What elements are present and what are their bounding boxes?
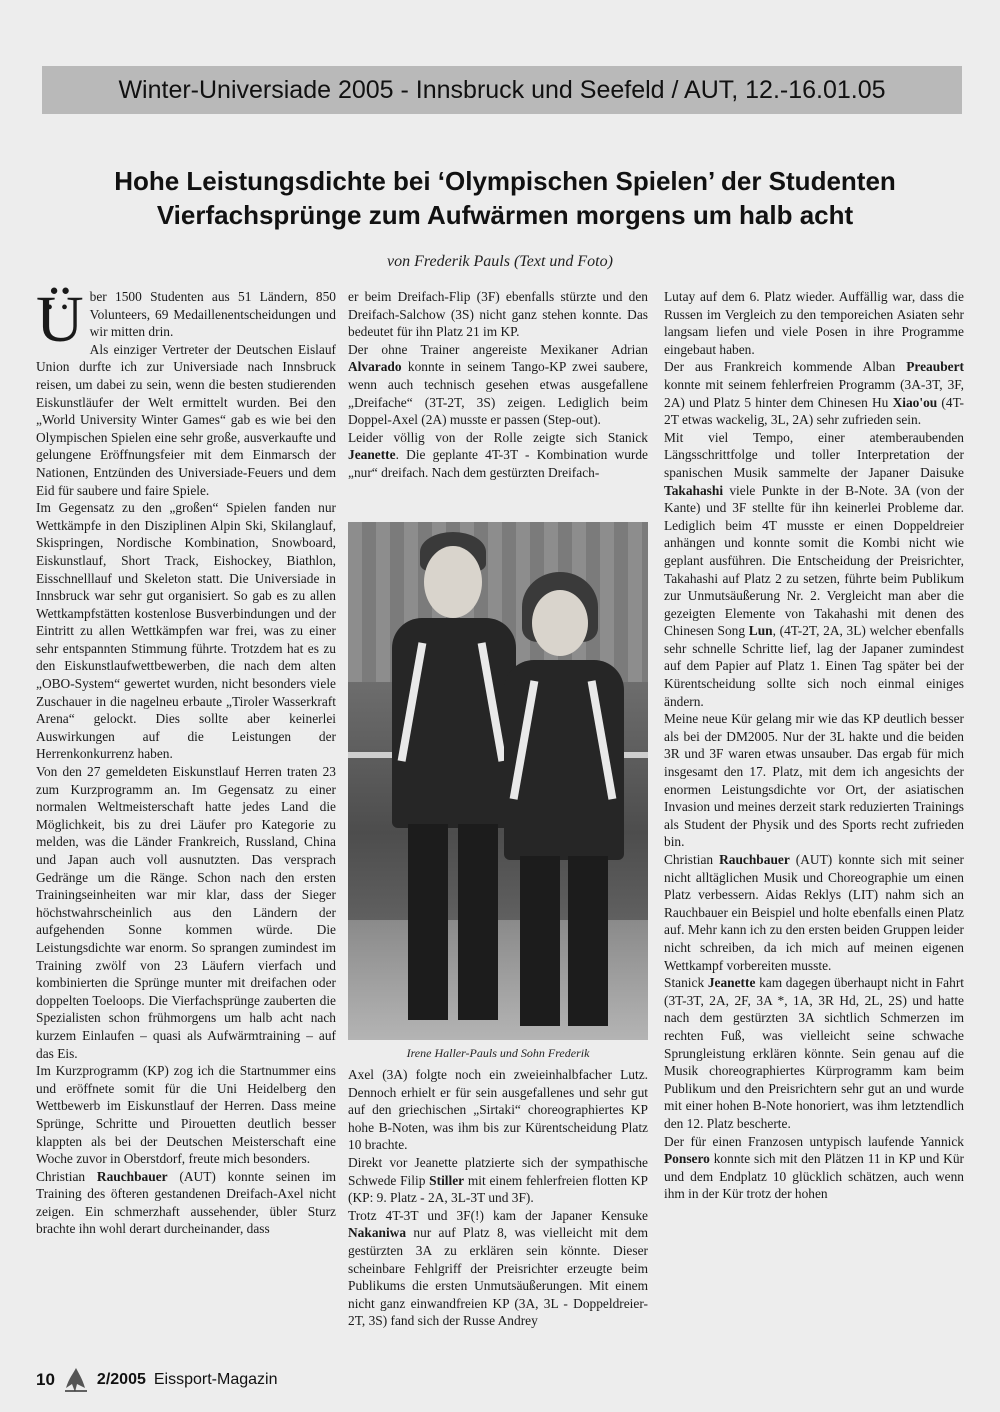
athlete-name: Takahashi	[664, 482, 724, 498]
paragraph: Der aus Frankreich kommende Alban Preaubert konnte mit seinem fehlerfreien Programm (3A-3T, 3F, 2A) und Platz 5 hinter dem Chinesen Hu Xiao'ou (4T-2T etwas wackelig, 3L, 2A) sehr zufrieden sein.	[664, 359, 964, 428]
paragraph: Der ohne Trainer angereiste Mexikaner Adrian Alvarado konnte in seinem Tango-KP zwei saubere, wenn auch technisch gesehen etwas ausgefallene „Dreifache“ (3T-2T, 3S) zeigen. Lediglich beim Doppel-Axel (2A) musste er passen (Step-out).	[348, 341, 648, 428]
issue-number: 2/2005	[96, 1371, 146, 1388]
athlete-name: Xiao'ou	[892, 394, 938, 410]
athlete-name: Jeanette	[348, 447, 396, 463]
athlete-name: Nakaniwa	[348, 1225, 407, 1241]
athlete-name: Jeanette	[707, 975, 756, 991]
magazine-name: Eissport-Magazin	[153, 1371, 278, 1388]
photo-caption: Irene Haller-Pauls und Sohn Frederik	[406, 1046, 590, 1060]
paragraph: Stanick Jeanette kam dagegen überhaupt nicht in Fahrt (3T-3T, 2A, 2F, 3A *, 1A, 3R Hd, 2L, 2S) und hatte nach dem gestürzten 3A sichtlich Schmerzen im rechten Fuß, was vielleicht seine schwache Sprungleistung erklären könnte. Sein genau auf die Musik choreographiertes Kürprogramm kam beim Publikum und den Preisrichtern sehr gut an und wurde mit einer hohen B-Note honoriert, was ihm letztendlich den 12. Platz bescherte.	[664, 975, 964, 1131]
paragraph: Christian Rauchbauer (AUT) konnte seinen im Training des öfteren gestandenen Dreifach-Axel nicht zeigen. Ein schmerzhaft aussehender, übler Sturz brachte ihn wohl derart durcheinander, dass	[36, 1168, 337, 1237]
page-number: 10	[36, 1370, 55, 1389]
drop-cap: • • Ü	[36, 292, 84, 348]
section-banner: Winter-Universiade 2005 - Innsbruck und Seefeld / AUT, 12.-16.01.05	[42, 66, 962, 114]
paragraph: Christian Rauchbauer (AUT) konnte sich mit seiner nicht alltäglichen Musik und Choreographie um einen Platz verbessern. Aidas Reklys (LIT) nahm sich an Rauchbauer ein Beispiel und holte ebenfalls einen Platz auf. Mehr kann ich zu den ersten beiden Gruppen leider nicht schreiben, da ich mich auf meinen eigenen Wettkampf vorbereiten musste.	[664, 852, 964, 973]
paragraph: Trotz 4T-3T und 3F(!) kam der Japaner Kensuke Nakaniwa nur auf Platz 8, was vielleicht mit dem gestürzten 3A zu erklären sein könnte. Dieser scheinbare Fehlgriff der Preisrichter erzeugte beim Publikums die ersten Unmutsäußerungen. Mit einem nicht ganz einwandfreien KP (3A, 3L - Doppeldreier- 2T, 3S) fand sich der Russe Andrey	[348, 1207, 648, 1329]
page-footer	[36, 1366, 277, 1394]
article-column-2	[348, 288, 648, 482]
paragraph: Als einziger Vertreter der Deutschen Eislauf Union durfte ich zur Universiade nach Innsbruck reisen, um dabei zu sein, wenn die besten studierenden Eiskunstläufer der Welt ermittelt wurden. Bei den „World University Winter Games“ gab es wie bei den Olympischen Spielen eine sehr große, ausverkaufte und gelungene Eröffnungsfeier mit dem Einmarsch der Nationen, Entzünden des Universiade-Feuers und dem Eid für saubere und faire Spiele.	[36, 341, 336, 498]
paragraph: Von den 27 gemeldeten Eiskunstlauf Herren traten 23 zum Kurzprogramm an. Im Gegensatz zu einer normalen Weltmeisterschaft hatte jedes Land die Möglichkeit, bis zu drei Läufer pro Kategorie zu melden, was die Länder Frankreich, Russland, China und Japan auch voll ausnutzten. Das versprach Gedränge um die Ränge. Schon nach den ersten Trainingseinheiten war mir klar, dass der Sieger höchstwahrscheinlich aus den Ländern der aufgehenden Sonne kommen würde. Die Leistungsdichte war enorm. So sprangen zumindest im Training zwölf von 23 Läufern vierfach und kombinierten die Sprünge munter mit dreifachen oder doppelten Toeloops. Die Vierfachsprünge zauberten die Spezialisten schon frühmorgens um halb acht nach kurzem Einlaufen – quasi als Aufwärmtraining – auf das Eis.	[36, 764, 336, 1061]
paragraph: Der für einen Franzosen untypisch laufende Yannick Ponsero konnte sich mit den Plätzen 11 in KP und Kür und dem Endplatz 10 glücklich schätzen, auch wenn ihm in der Kür trotz der hohen	[664, 1133, 964, 1202]
paragraph: Direkt vor Jeanette platzierte sich der sympathische Schwede Filip Stiller mit einem fehlerfreien flotten KP (KP: 9. Platz - 2A, 3L-3T und 3F).	[348, 1154, 648, 1206]
paragraph: er beim Dreifach-Flip (3F) ebenfalls stürzte und den Dreifach-Salchow (3S) nicht ganz stehen konnte. Das bedeutet für ihn Platz 21 im KP.	[348, 289, 648, 340]
paragraph: Im Gegensatz zu den „großen“ Spielen fanden nur Wettkämpfe in den Disziplinen Alpin Ski, Skilanglauf, Skispringen, Nordische Kombination, Snowboard, Eiskunstlauf, Short Track, Eishockey, Biathlon, Eisschnelllauf und Skeleton statt. Die Universiade in Innsbruck war sehr gut organisiert. So gab es zu allen Wettkampfstätten kostenlose Busverbindungen und der Eintritt zu allen Wettkämpfen war frei, was zu einer sehr entspannten Stimmung führte. Trotzdem hat es zu den Eiskunstlaufwettbewerben, die nach dem alten „OBO-System“ gewertet wurden, nicht besonders viele Zuschauer in die nagelneu erbaute „Tiroler Wasserkraft Arena“ gelockt. Dies sollte aber keinerlei Auswirkungen auf die Leistungen der Herrenkonkurrenz haben.	[36, 500, 336, 762]
paragraph: Im Kurzprogramm (KP) zog ich die Startnummer eins und eröffnete somit für die Uni Heidelberg den Wettbewerb im Eiskunstlauf der Herren. Dass meine Sprünge, Schritte und Pirouetten deutlich besser klappten als bei der Deutschen Meisterschaft eine Woche zuvor in Oberstdorf, freute mich besonders.	[36, 1063, 336, 1167]
skater-logo-icon	[63, 1366, 89, 1394]
paragraph: Lutay auf dem 6. Platz wieder. Auffällig war, dass die Russen im Vergleich zu den temporeichen Asiaten sehr langsam liefen und viele Posen in ihre Programme eingebaut haben.	[664, 289, 964, 357]
athlete-name: Preaubert	[906, 359, 964, 375]
article-column-2-continued	[348, 1066, 648, 1330]
athlete-name: Rauchbauer	[719, 852, 790, 867]
paragraph: Mit viel Tempo, einer atemberaubenden Längsschrittfolge und toller Interpretation der spanischen Musik sammelte der Japaner Daisuke Takahashi viele Punkte in der B-Note. 3A (von der Kante) und 3F stellte für ihn keinerlei Probleme dar. Lediglich beim 4T musste er einen Doppeldreier anhängen und konnte somit die Kombi nicht wie geplant ausführen. Die Entscheidung der Preisrichter, Takahashi auf Platz 2 zu setzen, führte beim Publikum zur Unmutsäußerung Nr. 2. Vergleicht man aber die gezeigten Elemente von Takahashi mit denen des Chinesen Song Lun, (4T-2T, 2A, 3L) welcher ebenfalls sehr schnelle Schritte lief, lag der Japaner zumindest auf dem Papier auf Platz 1. Einen Tag später bei der Kürentscheidung sollte sich noch einmal einiges ändern.	[664, 429, 964, 709]
article-column-1	[36, 283, 337, 1238]
paragraph: Axel (3A) folgte noch ein zweieinhalbfacher Lutz. Dennoch erhielt er für sein ausgefallenes und sehr gut auf den griechischen „Sirtaki“ choreographiertes KP hohe B-Noten, was ihm bis zur Kürentscheidung Platz 10 brachte.	[348, 1067, 648, 1153]
headline-line-2: Vierfachsprünge zum Aufwärmen morgens um halb acht	[156, 200, 854, 230]
paragraph: Leider völlig von der Rolle zeigte sich Stanick Jeanette. Die geplante 4T-3T - Kombination wurde „nur“ dreifach. Nach dem gestürzten Dreifach-	[348, 429, 648, 480]
athlete-name: Lun	[748, 623, 773, 639]
athlete-name: Alvarado	[348, 359, 402, 375]
paragraph: Meine neue Kür gelang mir wie das KP deutlich besser als bei der DM2005. Nur der 3L hakte und die beiden 3R und 3F waren etwas unsauber. Das ergab für mich insgesamt den 17. Platz, mit dem ich angesichts der enormen Leistungsdichte vor Ort, der asiatischen Invasion und meines derzeit stark reduzierten Trainings als Student der Physik und des Sports recht zufrieden bin.	[664, 711, 964, 850]
headline	[30, 164, 980, 232]
athlete-name: Stiller	[429, 1172, 465, 1188]
headline-line-1: Hohe Leistungsdichte bei ‘Olympischen Spielen’ der Studenten	[114, 166, 896, 196]
person-irene	[498, 572, 628, 1032]
article-column-3	[664, 288, 964, 1203]
athlete-name: Rauchbauer	[96, 1168, 168, 1184]
athlete-name: Ponsero	[664, 1151, 710, 1167]
paragraph: • • Über 1500 Studenten aus 51 Ländern, 850 Volunteers, 69 Medaillenentscheidungen und wir mitten drin.	[36, 288, 336, 341]
byline: von Frederik Pauls (Text und Foto)	[387, 253, 613, 270]
article-photo	[348, 522, 648, 1040]
